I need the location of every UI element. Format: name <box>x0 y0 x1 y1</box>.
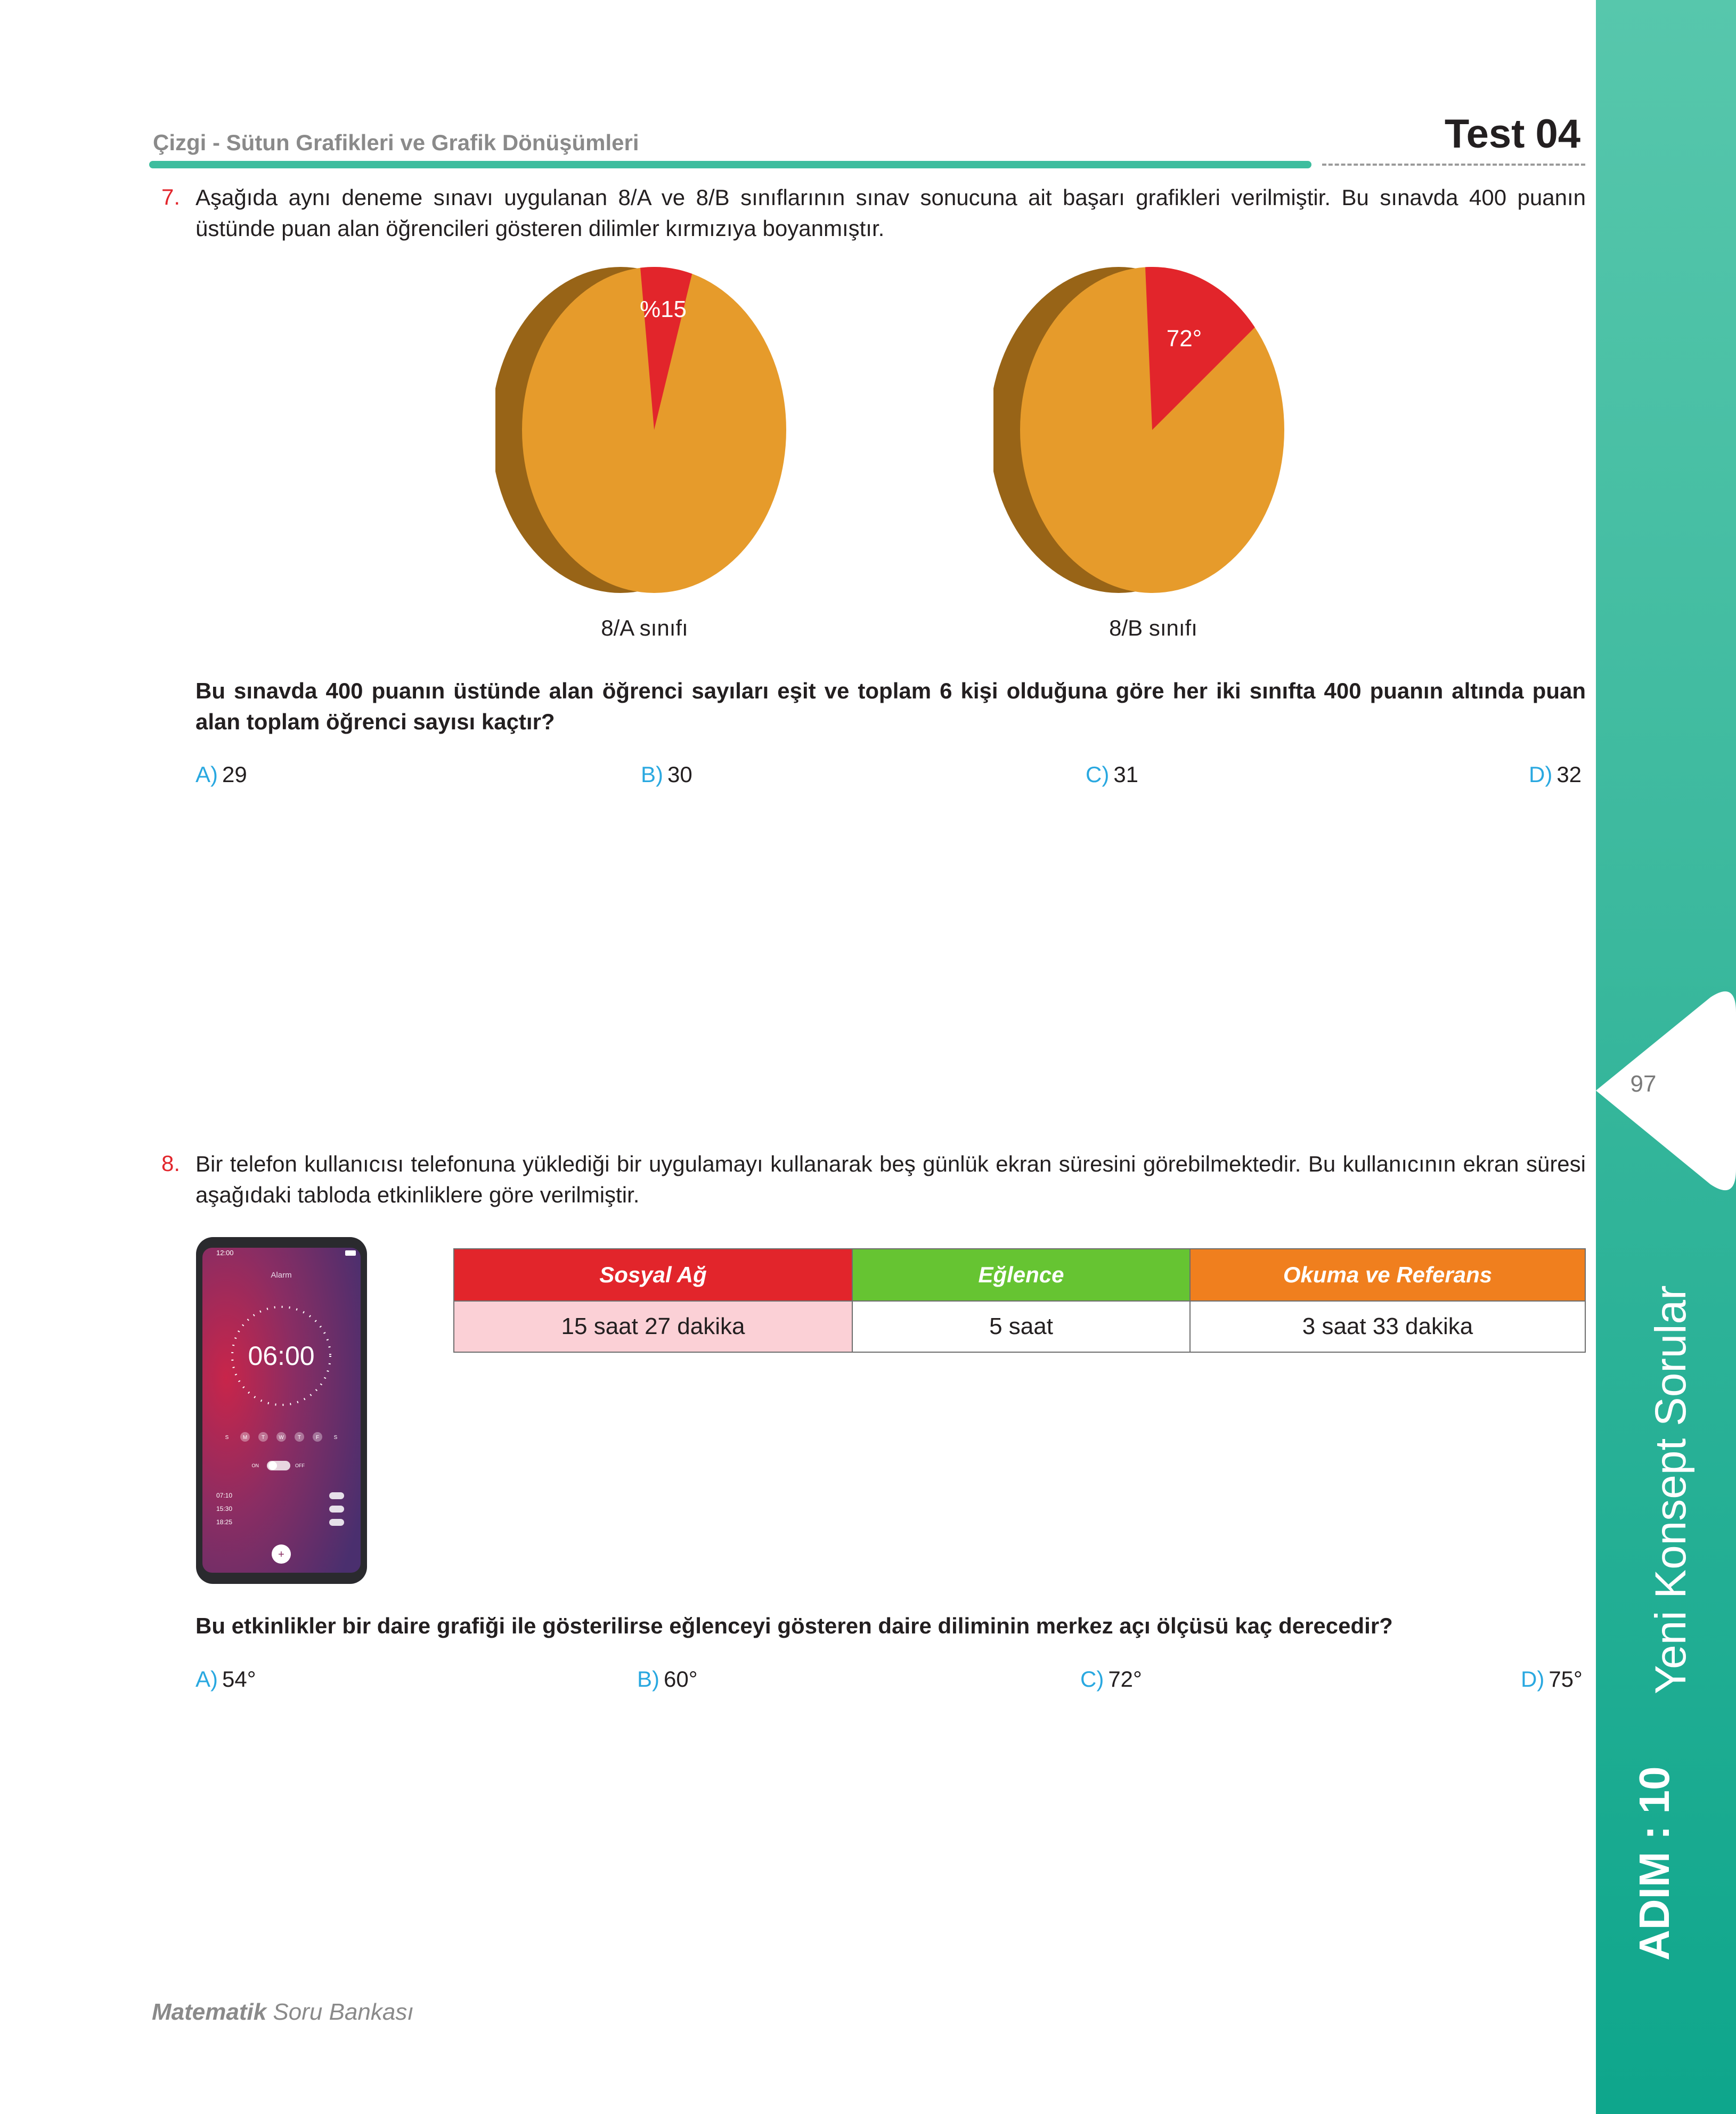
header-sosyal-ag: Sosyal Ağ <box>454 1249 852 1301</box>
header-okuma-referans: Okuma ve Referans <box>1190 1249 1585 1301</box>
question-8-number: 8. <box>161 1151 181 1176</box>
page-number: 97 <box>1630 1071 1657 1097</box>
day-label: S <box>225 1435 229 1441</box>
pie-8b-slice-label: 72° <box>1166 326 1202 352</box>
q8-choice-a[interactable]: A) 54° <box>195 1666 256 1692</box>
q7-choice-d[interactable]: D) 32 <box>1529 762 1582 787</box>
header-eglence: Eğlence <box>852 1249 1190 1301</box>
screen-time-table <box>453 1248 1586 1353</box>
section-title: Çizgi - Sütun Grafikleri ve Grafik Dönüşümleri <box>153 130 639 155</box>
add-alarm-label: + <box>278 1549 284 1560</box>
alarm-time: 07:10 <box>216 1492 233 1499</box>
pie-8a-label: 8/A sınıfı <box>601 615 688 640</box>
q7-choice-b[interactable]: B) 30 <box>641 762 692 787</box>
question-8-text: Bir telefon kullanıcısı telefonuna yüklediği bir uygulamayı kullanarak beş günlük ekran süresini görebilmektedir. Bu kullanıcının ekran süresi aşağıdaki tabloda etkinliklere göre verilmiştir. <box>195 1151 1586 1207</box>
alarm-time: 18:25 <box>216 1518 233 1526</box>
alarm-toggle <box>329 1519 344 1526</box>
table-header-row <box>454 1249 1585 1301</box>
day-label: M <box>242 1435 248 1441</box>
side-title: Yeni Konsept Sorular <box>1647 1285 1695 1694</box>
footer-subject: Matematik <box>152 1999 267 2025</box>
battery-icon <box>345 1250 356 1256</box>
table-row <box>454 1301 1585 1352</box>
question-7-number: 7. <box>161 184 181 209</box>
phone-illustration <box>195 1236 368 1585</box>
day-label: F <box>315 1435 320 1441</box>
q8-choice-c[interactable]: C) 72° <box>1080 1666 1142 1692</box>
pie-8a-slice-label: %15 <box>639 296 687 322</box>
step-label: ADIM : 10 <box>1631 1766 1678 1961</box>
day-label: S <box>333 1435 338 1441</box>
alarm-toggle <box>329 1492 344 1499</box>
q8-choice-b[interactable]: B) 60° <box>637 1666 698 1692</box>
header-divider <box>149 161 1311 168</box>
phone-clock: 06:00 <box>248 1341 315 1371</box>
question-7-prompt: Bu sınavda 400 puanın üstünde alan öğrenci sayıları eşit ve toplam 6 kişi olduğuna göre her iki sınıfta 400 puanın altında puan alan toplam öğrenci sayısı kaçtır? <box>195 678 1586 734</box>
value-eglence: 5 saat <box>852 1301 1190 1352</box>
value-okuma-referans: 3 saat 33 dakika <box>1190 1301 1585 1352</box>
test-title <box>1445 111 1580 157</box>
question-7-text: Aşağıda aynı deneme sınavı uygulanan 8/A ve 8/B sınıflarının sınav sonucuna ait başarı grafikleri verilmiştir. Bu sınavda 400 puanın üstünde puan alan öğrencileri gösteren dilimler kırmızıya boyanmıştır. <box>195 185 1586 241</box>
footer-book: Soru Bankası <box>273 1999 414 2025</box>
day-label: T <box>297 1435 301 1441</box>
pie-8b-label: 8/B sınıfı <box>1109 615 1197 640</box>
test-number: 04 <box>1535 111 1580 157</box>
question-8-prompt: Bu etkinlikler bir daire grafiği ile gösterilirse eğlenceyi gösteren daire diliminin merkez açı ölçüsü kaç derecedir? <box>195 1613 1393 1638</box>
test-label: Test <box>1444 111 1525 157</box>
q7-choice-c[interactable]: C) 31 <box>1086 762 1139 787</box>
toggle-off-label: OFF <box>295 1463 305 1468</box>
toggle-on-label: ON <box>251 1463 259 1468</box>
day-label: W <box>279 1435 284 1441</box>
phone-app-title: Alarm <box>271 1271 292 1280</box>
alarm-time: 15:30 <box>216 1505 233 1513</box>
value-sosyal-ag: 15 saat 27 dakika <box>454 1301 852 1352</box>
phone-status-time: 12:00 <box>216 1249 234 1257</box>
q7-choice-a[interactable]: A) 29 <box>195 762 247 787</box>
pie-chart-8a <box>495 264 794 597</box>
header-dashed-divider <box>1322 164 1585 166</box>
footer <box>152 1999 414 2026</box>
q8-choice-d[interactable]: D) 75° <box>1521 1666 1583 1692</box>
pie-chart-8b <box>993 264 1292 597</box>
day-label: T <box>261 1435 265 1441</box>
alarm-toggle <box>329 1506 344 1513</box>
